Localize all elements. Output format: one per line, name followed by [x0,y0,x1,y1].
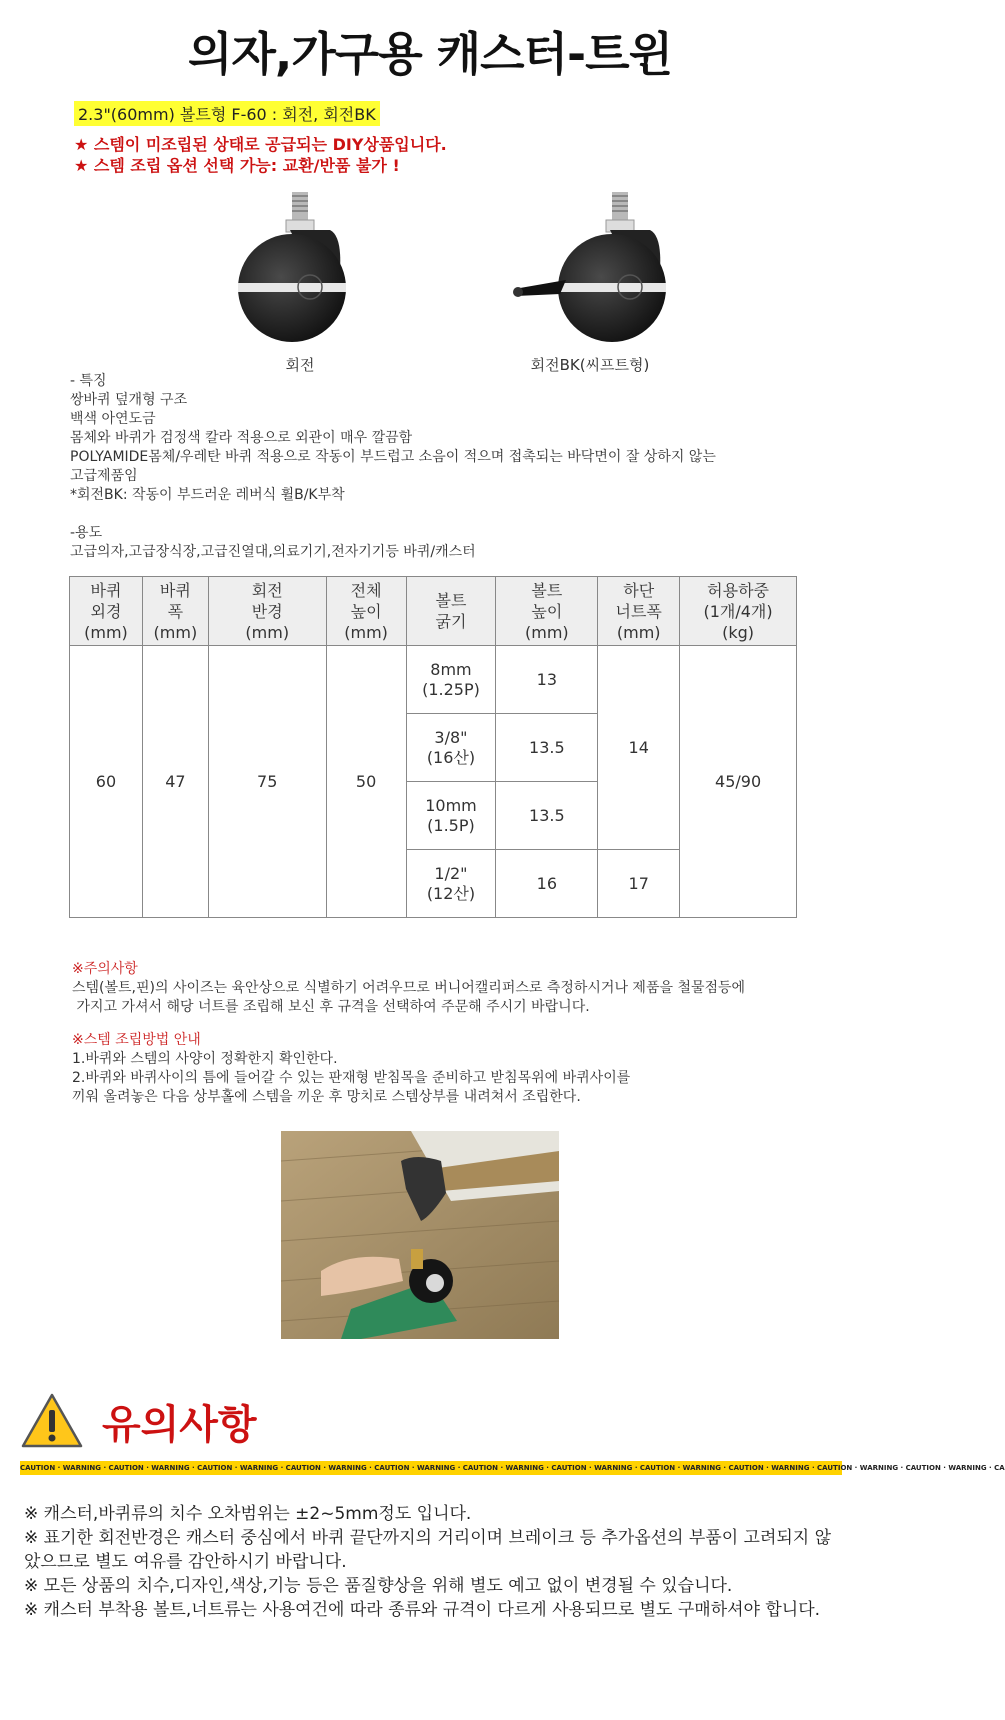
feature-line [70,505,716,524]
spec-table [69,576,797,918]
feature-line: 쌍바퀴 덮개형 구조 [70,392,188,408]
notice-line: 스템(볼트,핀)의 사이즈는 육안상으로 식별하기 어려우므로 버니어캘리퍼스로 측정하시거나 제품을 철물점등에 [72,980,746,996]
caution-item: ※ 캐스터 부착용 볼트,너트류는 사용여건에 따라 종류와 규격이 다르게 사용되므로 별도 구매하셔야 합니다. [24,1600,821,1620]
cell-wheel-width: 47 [142,646,208,918]
th-bolt-height: 볼트 높이 (mm) [496,577,598,646]
th-swivel-radius: 회전 반경 (mm) [208,577,326,646]
notice-line: 1.바퀴와 스템의 사양이 정확한지 확인한다. [72,1051,338,1067]
feature-line: - 특징 [70,373,107,389]
caution-item: ※ 캐스터,바퀴류의 치수 오차범위는 ±2~5mm정도 입니다. [24,1504,472,1524]
caution-item: ※ 모든 상품의 치수,디자인,색상,기능 등은 품질향상을 위해 별도 예고 없이 변경될 수 있습니다. [24,1576,733,1596]
page-title: 의자,가구용 캐스터-트윈 [188,27,672,81]
cell-total-height: 50 [326,646,406,918]
cell-bolt-height: 13 [496,646,598,714]
th-wheel-width: 바퀴 폭 (mm) [142,577,208,646]
notice-caution [72,960,745,1017]
product-label-swivel: 회전 [285,356,315,374]
assembly-photo [281,1131,559,1339]
feature-line: -용도 [70,525,103,541]
feature-line: 몸체와 바퀴가 검정색 칼라 적용으로 외관이 매우 깔끔함 [70,430,413,446]
feature-list [70,372,716,562]
th-wheel-diameter: 바퀴 외경 (mm) [70,577,143,646]
notice-heading: ※스템 조립방법 안내 [72,1032,201,1048]
feature-line: 고급의자,고급장식장,고급진열대,의료기기,전자기기등 바퀴/캐스터 [70,544,476,560]
cell-bolt-height: 16 [496,850,598,918]
cell-bolt-size: 3/8" (16산) [406,714,496,782]
caution-title: 유의사항 [102,1402,257,1448]
th-load: 허용하중 (1개/4개) (kg) [680,577,797,646]
diy-warning: ★ 스템이 미조립된 상태로 공급되는 DIY상품입니다. [74,135,447,154]
notice-line: 2.바퀴와 바퀴사이의 틈에 들어갈 수 있는 판재형 받침목을 준비하고 받침목위에 바퀴사이를 [72,1070,631,1086]
feature-line: POLYAMIDE몸체/우레탄 바퀴 적용으로 작동이 부드럽고 소음이 적으며 접촉되는 바닥면이 잘 상하지 않는 [70,449,716,465]
notice-assembly [72,1031,630,1107]
cell-bolt-size: 10mm (1.5P) [406,782,496,850]
table-header-row [70,577,797,646]
th-nut-width: 하단 너트폭 (mm) [598,577,680,646]
caution-stripe: CAUTION · WARNING · CAUTION · WARNING · CAUTION · WARNING · CAUTION · WARNING · CAUTION · WARNING · CAUTION · WARNING · CAUTION · WARNING · CAUTION · WARNING · CAUTION · WARNING · CAUTION · WARNING · CAUTION · WARNING · CA [20,1461,842,1475]
cell-load: 45/90 [680,646,797,918]
cell-bolt-height: 13.5 [496,782,598,850]
assembly-warning: ★ 스템 조립 옵션 선택 가능: 교환/반품 불가 ! [74,156,400,175]
feature-line: 고급제품임 [70,468,138,484]
notice-heading: ※주의사항 [72,961,138,977]
cell-bolt-height: 13.5 [496,714,598,782]
product-label-swivel-bk: 회전BK(씨프트형) [530,356,650,374]
twin-caster-icon [180,180,420,350]
cell-swivel-radius: 75 [208,646,326,918]
feature-line: *회전BK: 작동이 부드러운 레버식 휠B/K부착 [70,487,345,503]
notice-line: 끼워 올려놓은 다음 상부홀에 스템을 끼운 후 망치로 스템상부를 내려쳐서 조립한다. [72,1089,581,1105]
cell-wheel-diameter: 60 [70,646,143,918]
caution-list [24,1502,840,1622]
model-label: 2.3"(60mm) 볼트형 F-60 : 회전, 회전BK [74,101,380,126]
cell-nut-width: 14 [598,646,680,850]
table-row [70,646,797,714]
warning-triangle-icon [20,1392,84,1450]
th-bolt-size: 볼트 굵기 [406,577,496,646]
cell-bolt-size: 1/2" (12산) [406,850,496,918]
notice-line: 가지고 가셔서 해당 너트를 조립해 보신 후 규격을 선택하여 주문해 주시기 바랍니다. [72,999,590,1015]
twin-caster-brake-icon [500,180,740,350]
th-total-height: 전체 높이 (mm) [326,577,406,646]
feature-line: 백색 아연도금 [70,411,156,427]
cell-bolt-size: 8mm (1.25P) [406,646,496,714]
caution-item: ※ 표기한 회전반경은 캐스터 중심에서 바퀴 끝단까지의 거리이며 브레이크 등 추가옵션의 부품이 고려되지 않았으므로 별도 여유를 감안하시기 바랍니다. [24,1528,832,1572]
cell-nut-width: 17 [598,850,680,918]
